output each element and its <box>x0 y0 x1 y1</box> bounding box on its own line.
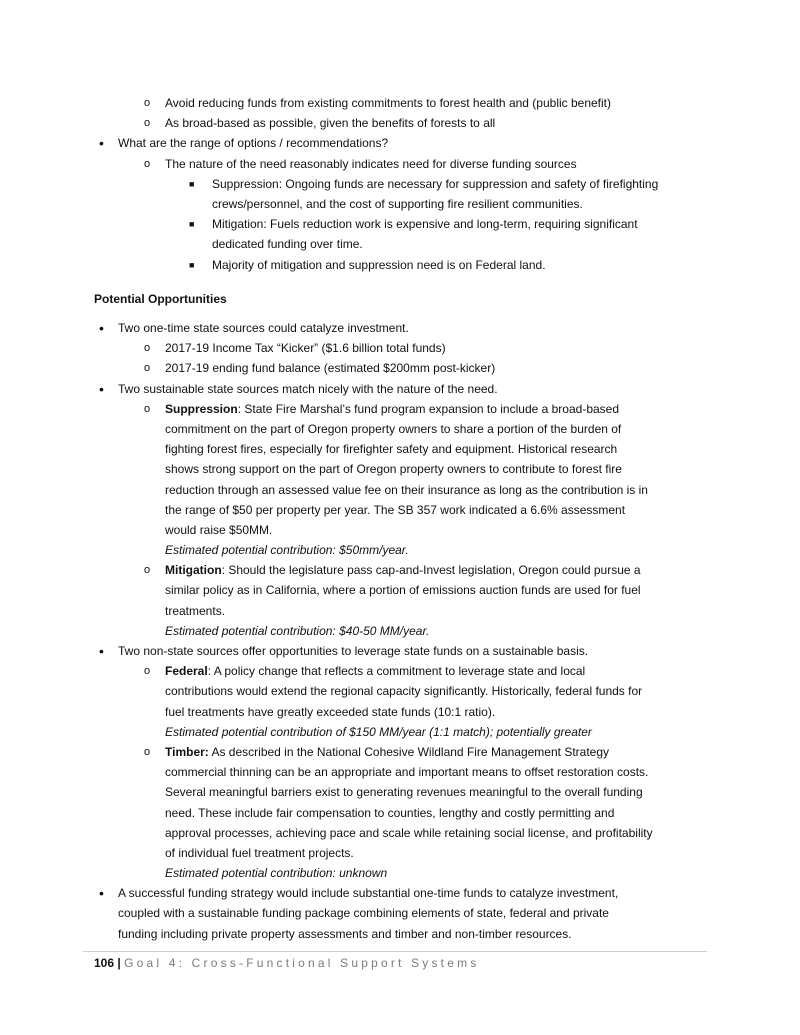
text-run: would raise $50MM. <box>165 522 273 537</box>
line-text <box>165 560 641 580</box>
text-run: A successful funding strategy would include substantial one-time funds to catalyze investment, <box>118 886 619 901</box>
bullet-icon: • <box>99 135 104 152</box>
list-line <box>0 234 800 254</box>
line-text <box>165 520 272 540</box>
text-run: fuel treatments have greatly exceeded state funds (10:1 ratio). <box>165 704 496 719</box>
line-text <box>165 601 225 621</box>
bold-lead: Federal <box>165 664 208 679</box>
list-line <box>0 379 800 399</box>
bold-lead: Timber: <box>165 744 209 759</box>
list-line <box>0 742 800 762</box>
section-heading: Potential Opportunities <box>94 292 227 306</box>
text-run: Several meaningful barriers exist to generating revenues meaningful to the overall funding <box>165 785 643 800</box>
list-line <box>0 113 800 133</box>
list-line <box>0 174 800 194</box>
text-run: crews/personnel, and the cost of supporting fire resilient communities. <box>212 196 583 211</box>
text-run: Avoid reducing funds from existing commitments to forest health and (public benefit) <box>165 96 612 110</box>
bullet-icon: • <box>99 380 104 397</box>
circle-bullet-icon: o <box>144 564 151 577</box>
line-text <box>165 681 642 701</box>
text-run: 2017-19 ending fund balance (estimated $200mm post-kicker) <box>165 361 496 376</box>
text-run: Estimated potential contribution of $150 MM/year (1:1 match); potentially greater <box>165 724 592 739</box>
square-bullet-icon: ■ <box>189 178 195 189</box>
list-line <box>0 520 800 540</box>
list-line <box>0 338 800 358</box>
list-line <box>0 439 800 459</box>
intro-list <box>0 93 800 275</box>
line-text <box>212 255 546 275</box>
list-line <box>0 803 800 823</box>
estimate-text <box>165 540 409 560</box>
list-line <box>0 681 800 701</box>
list-line <box>0 154 800 174</box>
list-line <box>0 903 800 923</box>
estimate-text <box>165 863 387 883</box>
list-line <box>0 601 800 621</box>
list-line <box>0 194 800 214</box>
bold-lead: Mitigation <box>165 563 222 578</box>
text-run: Estimated potential contribution: unknown <box>165 866 388 881</box>
line-text <box>118 924 572 944</box>
line-text <box>165 459 622 479</box>
bullet-icon: • <box>99 643 104 659</box>
list-line <box>0 702 800 722</box>
list-line <box>0 762 800 782</box>
line-text <box>165 399 619 419</box>
text-run: As described in the National Cohesive Wildland Fire Management Strategy <box>208 744 610 759</box>
text-run: shows strong support on the part of Oregon property owners to contribute to forest fire <box>165 462 622 477</box>
line-text <box>118 379 498 399</box>
list-line <box>0 883 800 903</box>
list-line <box>0 823 800 843</box>
text-run: dedicated funding over time. <box>212 237 363 252</box>
line-text <box>165 439 617 459</box>
list-line <box>0 500 800 520</box>
text-run: commercial thinning can be an appropriate and important means to offset restoration costs. <box>165 765 649 780</box>
page-number: 106 | <box>94 956 121 970</box>
line-text <box>165 742 609 762</box>
list-line <box>0 133 800 153</box>
text-run: need. These include fair compensation to counties, lengthy and costly permitting and <box>165 805 615 820</box>
line-text <box>165 803 614 823</box>
list-line <box>0 641 800 661</box>
text-run: Estimated potential contribution: $50mm/year. <box>165 543 409 558</box>
list-line <box>0 318 800 338</box>
bullet-icon: • <box>99 885 104 902</box>
line-text <box>165 358 495 378</box>
list-line <box>0 419 800 439</box>
text-run: : State Fire Marshal’s fund program expansion to include a broad-based <box>237 401 620 416</box>
text-run: of individual fuel treatment projects. <box>165 845 354 860</box>
text-run: Suppression: Ongoing funds are necessary for suppression and safety of firefighting <box>212 176 659 191</box>
line-text <box>118 318 409 338</box>
list-line <box>0 843 800 863</box>
circle-bullet-icon: o <box>144 745 151 758</box>
line-text <box>165 702 495 722</box>
list-line <box>0 782 800 802</box>
circle-bullet-icon: o <box>144 665 151 678</box>
list-line <box>0 459 800 479</box>
text-run: 2017-19 Income Tax “Kicker” ($1.6 billion total funds) <box>165 341 446 356</box>
text-run: contributions would extend the regional capacity significantly. Historically, federal funds for <box>165 684 643 699</box>
line-text <box>165 480 648 500</box>
line-text <box>118 883 618 903</box>
list-line <box>0 358 800 378</box>
list-line <box>0 924 800 944</box>
footer-divider <box>83 951 707 952</box>
text-run: commitment on the part of Oregon property owners to share a portion of the burden of <box>165 421 622 436</box>
text-run: Estimated potential contribution: $40-50 MM/year. <box>165 623 430 638</box>
line-text <box>165 419 621 439</box>
text-run: funding including private property assessments and timber and non-timber resources. <box>118 926 572 941</box>
list-line <box>0 480 800 500</box>
text-run: Two sustainable state sources match nicely with the nature of the need. <box>118 381 498 396</box>
line-text <box>165 661 585 681</box>
text-run: The nature of the need reasonably indicates need for diverse funding sources <box>165 156 577 171</box>
list-line <box>0 255 800 275</box>
square-bullet-icon: ■ <box>189 259 195 270</box>
line-text <box>212 174 658 194</box>
line-text <box>212 194 583 214</box>
line-text <box>212 214 638 234</box>
line-text <box>165 580 641 600</box>
line-text <box>165 338 446 358</box>
text-run: Majority of mitigation and suppression need is on Federal land. <box>212 257 546 272</box>
bullet-icon: • <box>99 320 104 336</box>
list-line <box>0 214 800 234</box>
text-run: approval processes, achieving pace and scale while retaining social license, and profitability <box>165 825 653 840</box>
line-text <box>165 500 625 520</box>
text-run: : Should the legislature pass cap-and-Invest legislation, Oregon could pursue a <box>221 563 641 578</box>
line-text <box>165 93 611 113</box>
list-line <box>0 560 800 580</box>
list-line <box>0 540 800 560</box>
line-text <box>165 782 643 802</box>
text-run: the range of $50 per property per year. The SB 357 work indicated a 6.6% assessment <box>165 502 626 517</box>
text-run: : A policy change that reflects a commitment to leverage state and local <box>207 664 586 679</box>
list-line <box>0 863 800 883</box>
text-run: What are the range of options / recommendations? <box>118 136 389 151</box>
text-run: As broad-based as possible, given the benefits of forests to all <box>165 116 496 131</box>
footer-section-title: Goal 4: Cross-Functional Support Systems <box>124 956 480 970</box>
list-line <box>0 399 800 419</box>
line-text <box>118 903 609 923</box>
text-run: coupled with a sustainable funding package combining elements of state, federal and private <box>118 906 609 921</box>
text-run: similar policy as in California, where a portion of emissions auction funds are used for fuel <box>165 583 641 598</box>
text-run: Two non-state sources offer opportunities to leverage state funds on a sustainable basis. <box>118 644 589 658</box>
line-text <box>212 234 363 254</box>
list-line <box>0 580 800 600</box>
list-line <box>0 93 800 113</box>
opportunities-list <box>0 318 800 944</box>
list-line <box>0 722 800 742</box>
estimate-text <box>165 722 592 742</box>
page-footer <box>94 954 480 972</box>
text-run: fighting forest fires, especially for firefighter safety and equipment. Historical research <box>165 442 618 457</box>
bold-lead: Suppression <box>165 401 238 416</box>
line-text <box>165 154 577 174</box>
text-run: treatments. <box>165 603 226 618</box>
line-text <box>165 843 354 863</box>
square-bullet-icon: ■ <box>189 219 195 230</box>
line-text <box>165 113 495 133</box>
estimate-text <box>165 621 429 641</box>
circle-bullet-icon: o <box>144 117 151 130</box>
text-run: Mitigation: Fuels reduction work is expensive and long-term, requiring significant <box>212 217 638 232</box>
line-text <box>118 133 388 153</box>
circle-bullet-icon: o <box>144 157 151 170</box>
line-text <box>118 641 588 661</box>
circle-bullet-icon: o <box>144 402 151 415</box>
text-run: reduction through an assessed value fee on their insurance as long as the contribution is in <box>165 482 648 497</box>
list-line <box>0 661 800 681</box>
list-line <box>0 621 800 641</box>
line-text <box>165 762 648 782</box>
line-text <box>165 823 653 843</box>
circle-bullet-icon: o <box>144 362 151 375</box>
circle-bullet-icon: o <box>144 342 151 355</box>
circle-bullet-icon: o <box>144 97 151 109</box>
text-run: Two one-time state sources could catalyze investment. <box>118 321 409 335</box>
